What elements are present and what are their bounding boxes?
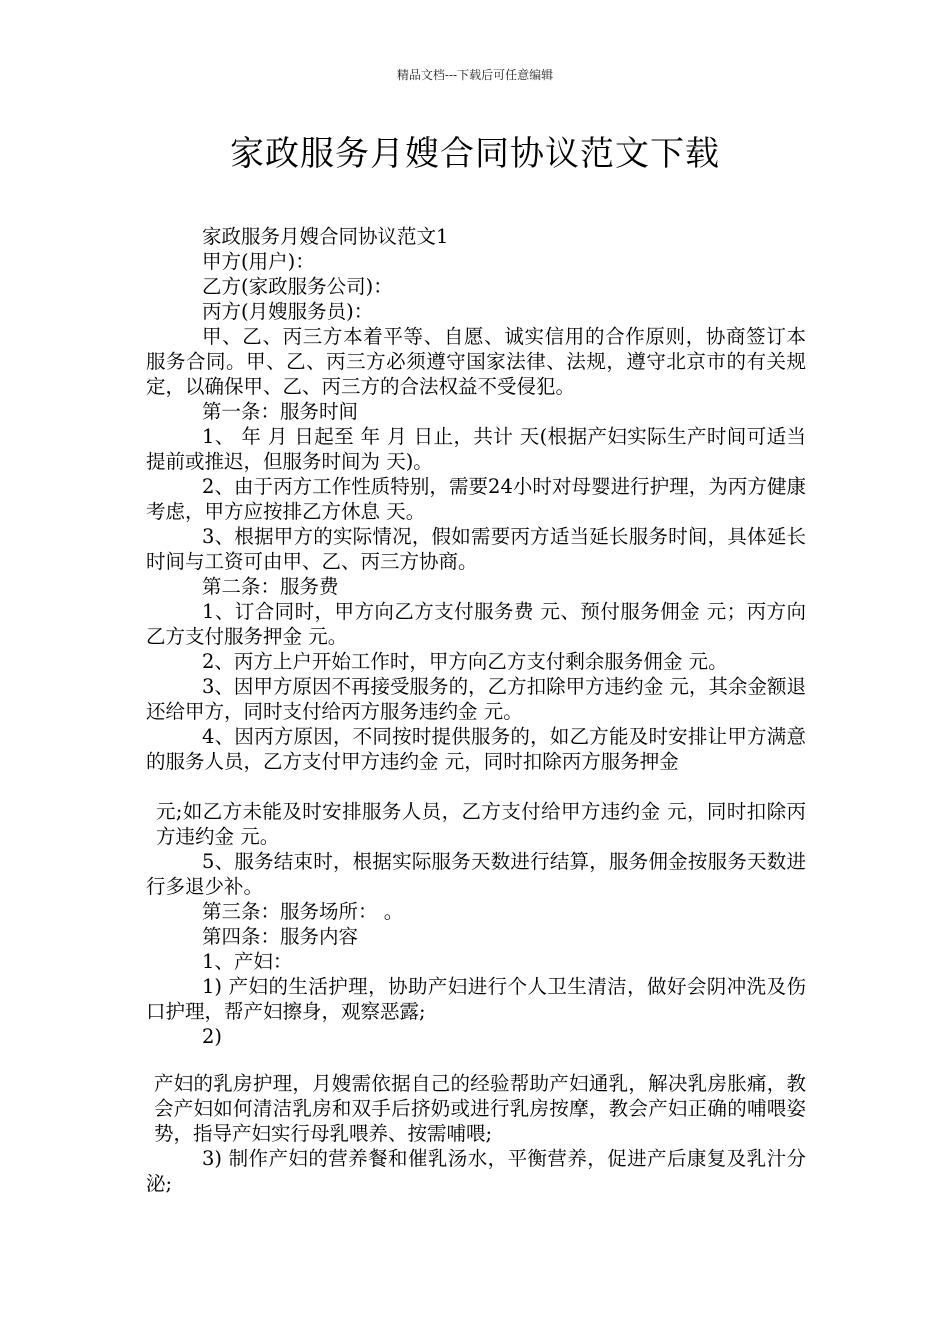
paragraph: 4、因丙方原因，不同按时提供服务的，如乙方能及时安排让甲方满意的服务人员，乙方支付甲方违约金 元，同时扣除丙方服务押金 bbox=[146, 725, 806, 773]
paragraph: 1、 年 月 日起至 年 月 日止，共计 天(根据产妇实际生产时间可适当提前或推迟，但服务时间为 天)。 bbox=[146, 425, 806, 473]
party-a-line: 甲方(用户)： bbox=[202, 250, 315, 273]
paragraph: 甲、乙、丙三方本着平等、自愿、诚实信用的合作原则，协商签订本服务合同。甲、乙、丙三方必须遵守国家法律、法规，遵守北京市的有关规定，以确保甲、乙、丙三方的合法权益不受侵犯。 bbox=[146, 325, 806, 398]
party-c-line: 丙方(月嫂服务员)： bbox=[202, 300, 374, 323]
paragraph: 3、因甲方原因不再接受服务的，乙方扣除甲方违约金 元，其余金额退还给甲方，同时支付给丙方服务违约金 元。 bbox=[146, 675, 806, 723]
paragraph: 3、根据甲方的实际情况，假如需要丙方适当延长服务时间，具体延长时间与工资可由甲、乙、丙三方协商。 bbox=[146, 525, 806, 573]
document-body bbox=[146, 224, 806, 1196]
page-header: 精品文档---下载后可任意编辑 bbox=[396, 68, 554, 82]
list-item: 1、产妇： bbox=[202, 950, 293, 973]
section-heading: 家政服务月嫂合同协议范文1 bbox=[202, 225, 449, 248]
list-item: 3) 制作产妇的营养餐和催乳汤水，平衡营养，促进产后康复及乳汁分泌; bbox=[146, 1147, 806, 1195]
paragraph: 2、由于丙方工作性质特别，需要24小时对母婴进行护理，为丙方健康考虑，甲方应按排乙方休息 天。 bbox=[146, 475, 806, 523]
paragraph: 产妇的乳房护理，月嫂需依据自己的经验帮助产妇通乳，解决乳房胀痛，教会产妇如何清洁乳房和双手后挤奶或进行乳房按摩，教会产妇正确的哺喂姿势，指导产妇实行母乳喂养、按需哺喂; bbox=[154, 1072, 806, 1145]
document-title: 家政服务月嫂合同协议范文下载 bbox=[230, 134, 720, 174]
paragraph: 2、丙方上户开始工作时，甲方向乙方支付剩余服务佣金 元。 bbox=[202, 650, 728, 673]
paragraph: 元;如乙方未能及时安排服务人员，乙方支付给甲方违约金 元，同时扣除丙方违约金 元。 bbox=[156, 800, 806, 848]
article-heading: 第一条：服务时间 bbox=[202, 400, 359, 423]
party-b-line: 乙方(家政服务公司)： bbox=[202, 275, 393, 298]
paragraph: 5、服务结束时，根据实际服务天数进行结算，服务佣金按服务天数进行多退少补。 bbox=[146, 850, 806, 898]
article-heading: 第三条：服务场所： 。 bbox=[202, 900, 404, 923]
paragraph: 1、订合同时，甲方向乙方支付服务费 元、预付服务佣金 元；丙方向乙方支付服务押金 元。 bbox=[146, 600, 806, 648]
article-heading: 第四条：服务内容 bbox=[202, 925, 359, 948]
article-heading: 第二条：服务费 bbox=[202, 575, 339, 598]
list-item: 2) bbox=[202, 1025, 223, 1048]
list-item: 1) 产妇的生活护理，协助产妇进行个人卫生清洁，做好会阴冲洗及伤口护理，帮产妇擦身，观察恶露; bbox=[146, 975, 806, 1023]
